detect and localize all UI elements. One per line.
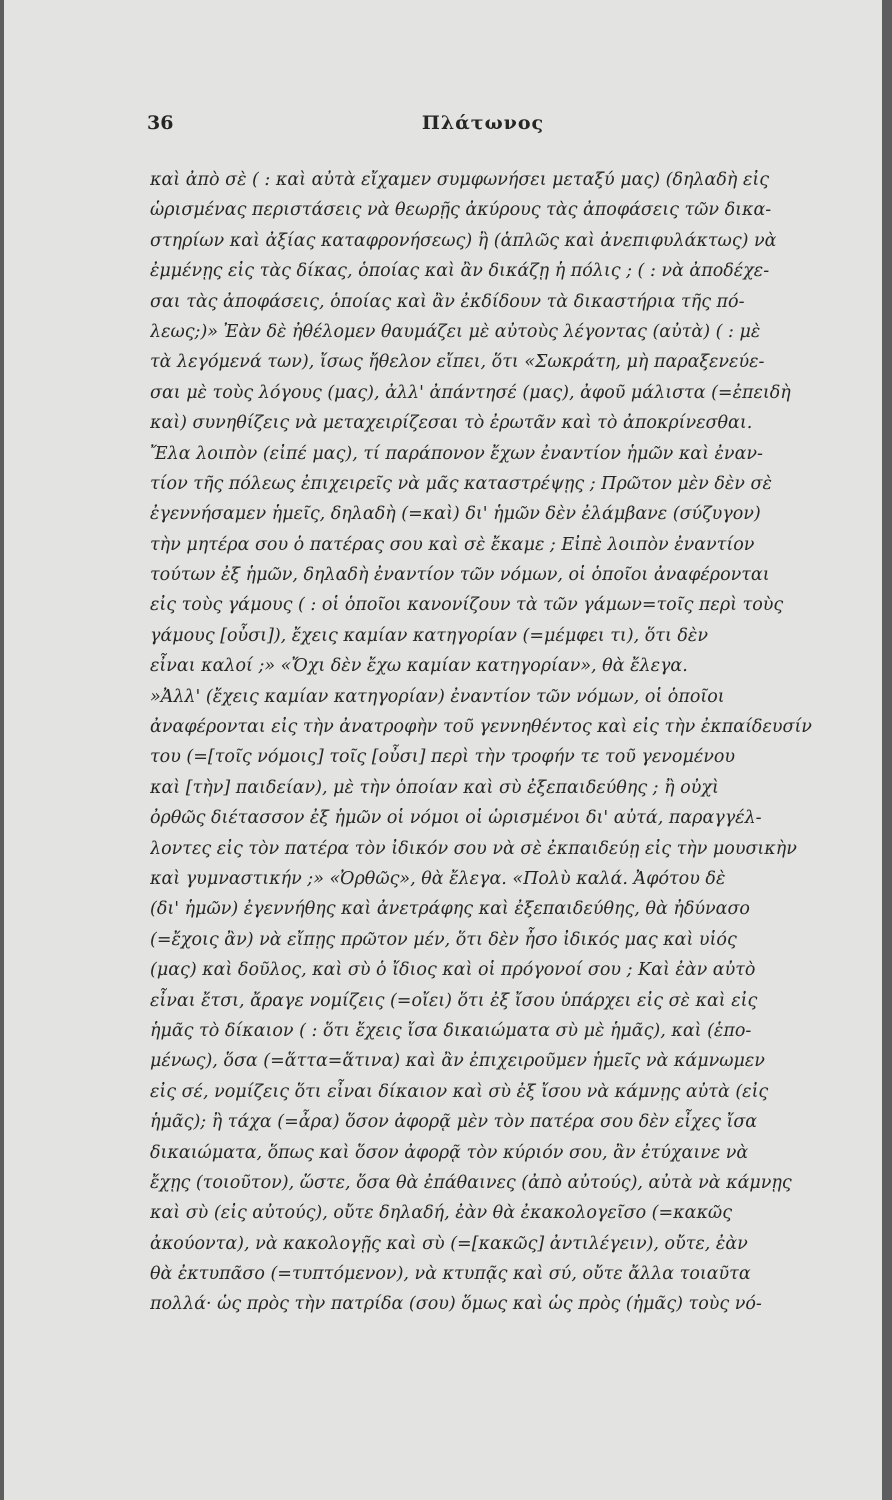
text-line: ἐγεννήσαμεν ἡμεῖς, δηλαδὴ (=καὶ) δι' ἡμῶν δὲν ἐλάμβανε (σύζυγον) xyxy=(150,504,761,525)
text-line: τούτων ἐξ ἡμῶν, δηλαδὴ ἐναντίον τῶν νόμων, οἱ ὁποῖοι ἀναφέρονται xyxy=(150,565,770,586)
text-line: εἶναι καλοί ;» «Ὄχι δὲν ἔχω καμίαν κατηγορίαν», θὰ ἔλεγα. xyxy=(150,656,688,677)
page-number: 36 xyxy=(147,112,174,134)
text-line: τὴν μητέρα σου ὁ πατέρας σου καὶ σὲ ἔκαμε ; Εἰπὲ λοιπὸν ἐναντίον xyxy=(150,534,755,555)
text-line: καὶ [τὴν] παιδείαν), μὲ τὴν ὁποίαν καὶ σὺ ἐξεπαιδεύθης ; ἢ οὐχὶ xyxy=(150,777,719,798)
text-line: λοντες εἰς τὸν πατέρα τὸν ἰδικόν σου νὰ σὲ ἐκπαιδεύῃ εἰς τὴν μουσικὴν xyxy=(150,838,797,859)
body-text xyxy=(150,165,874,1320)
text-line: μένως), ὅσα (=ἅττα=ἅτινα) καὶ ἂν ἐπιχειροῦμεν ἡμεῖς νὰ κάμνωμεν xyxy=(150,1051,765,1072)
text-line: (μας) καὶ δοῦλος, καὶ σὺ ὁ ἴδιος καὶ οἱ πρόγονοί σου ; Καὶ ἐὰν αὐτὸ xyxy=(150,960,756,981)
text-line: σαι τὰς ἀποφάσεις, ὁποίας καὶ ἂν ἐκδίδουν τὰ δικαστήρια τῆς πό- xyxy=(150,291,745,312)
text-line: σαι μὲ τοὺς λόγους (μας), ἀλλ' ἀπάντησέ (μας), ἀφοῦ μάλιστα (=ἐπειδὴ xyxy=(150,382,791,403)
text-line: ἀκούοντα), νὰ κακολογῇς καὶ σὺ (=[κακῶς] ἀντιλέγειν), οὔτε, ἐὰν xyxy=(150,1233,748,1254)
text-line: τίον τῆς πόλεως ἐπιχειρεῖς νὰ μᾶς καταστρέψῃς ; Πρῶτον μὲν δὲν σὲ xyxy=(150,473,772,494)
text-line: ὀρθῶς διέτασσον ἐξ ἡμῶν οἱ νόμοι οἱ ὡρισμένοι δι' αὐτά, παραγγέλ- xyxy=(150,808,762,829)
book-page xyxy=(4,0,882,1500)
text-line: Ἔλα λοιπὸν (εἰπέ μας), τί παράπονον ἔχων ἐναντίον ἡμῶν καὶ ἐναν- xyxy=(150,443,763,464)
text-line: ἀναφέρονται εἰς τὴν ἀνατροφὴν τοῦ γεννηθέντος καὶ εἰς τὴν ἐκπαίδευσίν xyxy=(150,717,812,738)
text-line: ἐμμένῃς εἰς τὰς δίκας, ὁποίας καὶ ἂν δικάζῃ ἡ πόλις ; ( : νὰ ἀποδέχε- xyxy=(150,261,770,282)
text-line: λεως;)» Ἐὰν δὲ ἠθέλομεν θαυμάζει μὲ αὐτοὺς λέγοντας (αὐτὰ) ( : μὲ xyxy=(150,321,761,342)
text-line: ἡμᾶς τὸ δίκαιον ( : ὅτι ἔχεις ἴσα δικαιώματα σὺ μὲ ἡμᾶς), καὶ (ἑπο- xyxy=(150,1020,752,1041)
text-line: εἶναι ἔτσι, ἄραγε νομίζεις (=οἴει) ὅτι ἐξ ἴσου ὑπάρχει εἰς σὲ καὶ εἰς xyxy=(150,990,758,1011)
text-line: ἔχῃς (τοιοῦτον), ὥστε, ὅσα θὰ ἐπάθαινες (ἀπὸ αὐτούς), αὐτὰ νὰ κάμνῃς xyxy=(150,1172,792,1193)
text-line: (=ἔχοις ἂν) νὰ εἴπῃς πρῶτον μέν, ὅτι δὲν ἦσο ἰδικός μας καὶ υἱός xyxy=(150,929,737,950)
text-line: τὰ λεγόμενά των), ἴσως ἤθελον εἴπει, ὅτι «Σωκράτη, μὴ παραξενεύε- xyxy=(150,352,765,373)
text-line: θὰ ἐκτυπᾶσο (=τυπτόμενον), νὰ κτυπᾷς καὶ σύ, οὔτε ἄλλα τοιαῦτα xyxy=(150,1264,751,1285)
text-line: εἰς τοὺς γάμους ( : οἱ ὁποῖοι κανονίζουν τὰ τῶν γάμων=τοῖς περὶ τοὺς xyxy=(150,595,784,616)
text-line: δικαιώματα, ὅπως καὶ ὅσον ἀφορᾷ τὸν κύριόν σου, ἂν ἐτύχαινε νὰ xyxy=(150,1142,749,1163)
text-line: καὶ ἀπὸ σὲ ( : καὶ αὐτὰ εἴχαμεν συμφωνήσει μεταξύ μας) (δηλαδὴ εἰς xyxy=(150,170,770,190)
text-line: »Ἀλλ' (ἔχεις καμίαν κατηγορίαν) ἐναντίον τῶν νόμων, οἱ ὁποῖοι xyxy=(150,686,725,707)
text-line: καὶ γυμναστικήν ;» «Ὀρθῶς», θὰ ἔλεγα. «Πολὺ καλά. Ἀφότου δὲ xyxy=(150,868,726,889)
text-line: καὶ σὺ (εἰς αὐτούς), οὔτε δηλαδή, ἐὰν θὰ ἐκακολογεῖσο (=κακῶς xyxy=(150,1203,732,1224)
text-line: ὡρισμένας περιστάσεις νὰ θεωρῇς ἀκύρους τὰς ἀποφάσεις τῶν δικα- xyxy=(150,200,772,221)
running-title: Πλάτωνος xyxy=(421,112,545,134)
text-line: καὶ) συνηθίζεις νὰ μεταχειρίζεσαι τὸ ἐρωτᾶν καὶ τὸ ἀποκρίνεσθαι. xyxy=(150,413,753,434)
text-line: του (=[τοῖς νόμοις] τοῖς [οὖσι] περὶ τὴν τροφήν τε τοῦ γενομένου xyxy=(150,747,736,768)
text-line: πολλά· ὡς πρὸς τὴν πατρίδα (σου) ὅμως καὶ ὡς πρὸς (ἡμᾶς) τοὺς νό- xyxy=(150,1294,762,1315)
text-line: (δι' ἡμῶν) ἐγεννήθης καὶ ἀνετράφης καὶ ἐξεπαιδεύθης, θὰ ἠδύνασο xyxy=(150,899,750,920)
text-line: στηρίων καὶ ἀξίας καταφρονήσεως) ἢ (ἁπλῶς καὶ ἀνεπιφυλάκτως) νὰ xyxy=(150,230,777,251)
text-line: γάμους [οὖσι]), ἔχεις καμίαν κατηγορίαν (=μέμφει τι), ὅτι δὲν xyxy=(150,625,708,646)
text-line: ἡμᾶς); ἢ τάχα (=ἆρα) ὅσον ἀφορᾷ μὲν τὸν πατέρα σου δὲν εἶχες ἴσα xyxy=(150,1112,758,1133)
text-line: εἰς σέ, νομίζεις ὅτι εἶναι δίκαιον καὶ σὺ ἐξ ἴσου νὰ κάμνῃς αὐτὰ (εἰς xyxy=(150,1081,769,1102)
